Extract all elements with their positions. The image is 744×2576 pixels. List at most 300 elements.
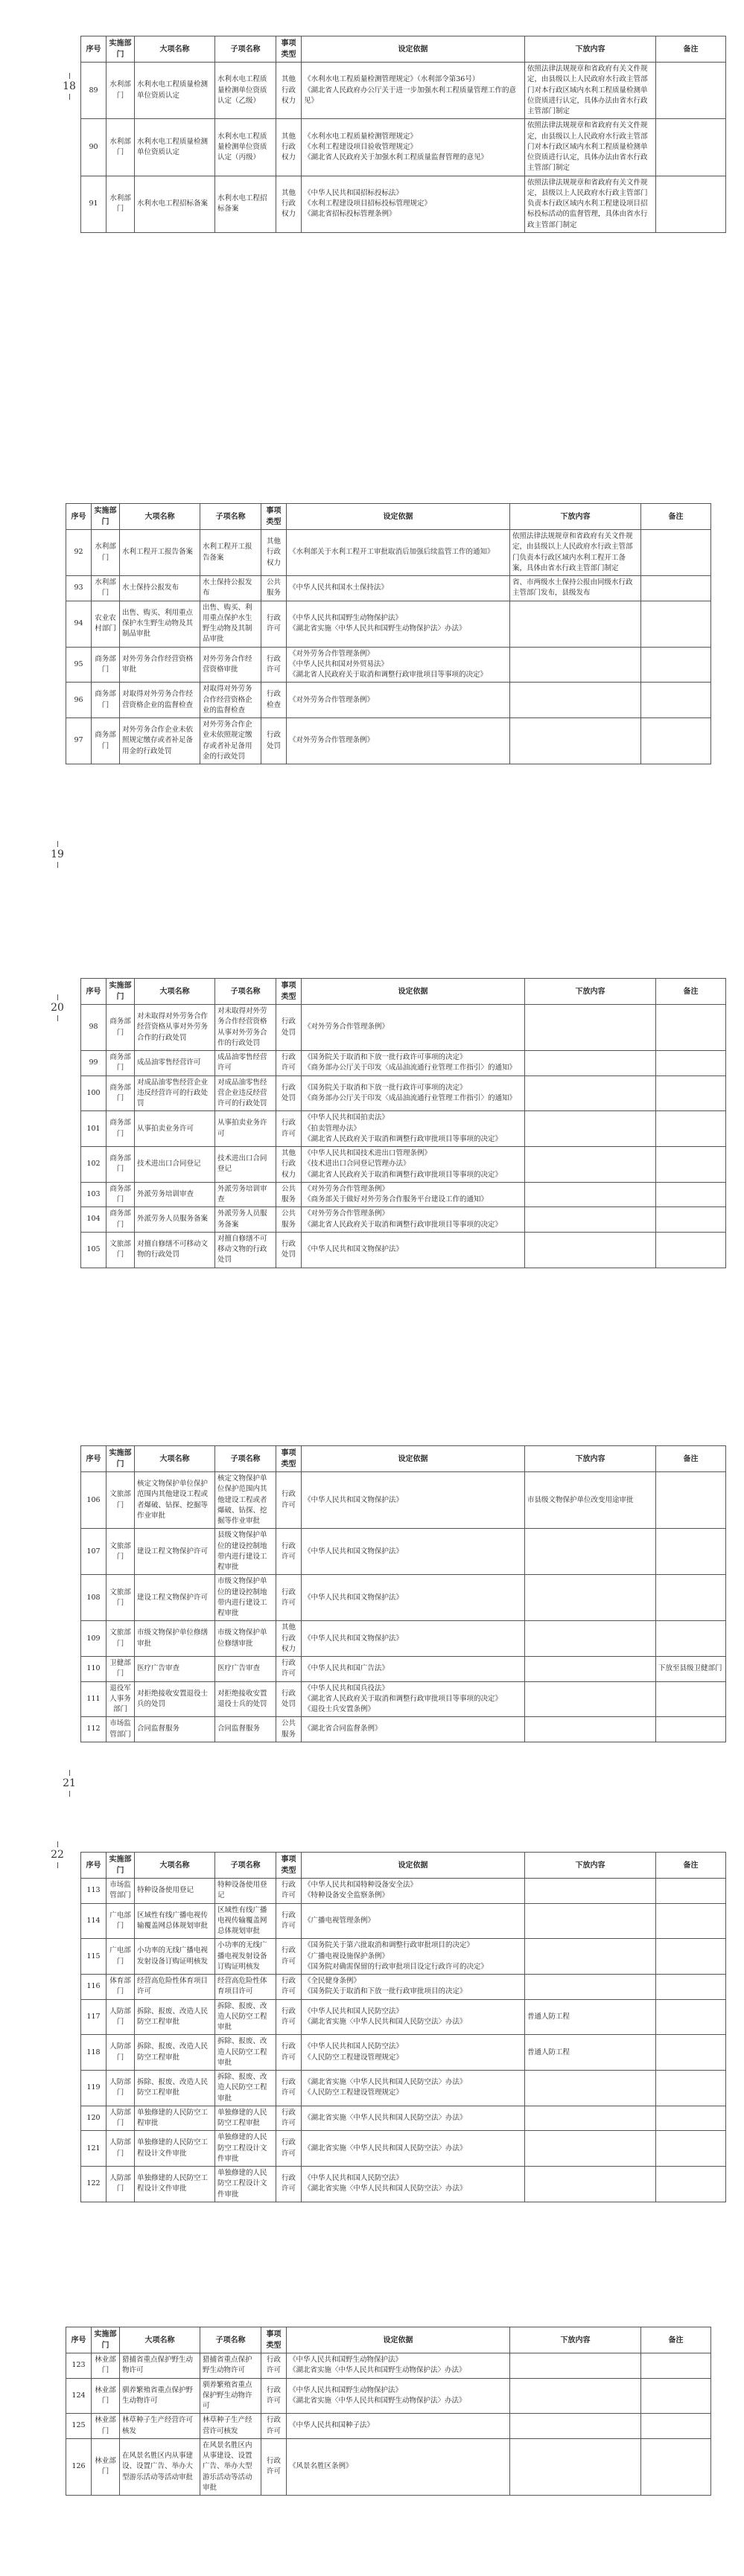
cell-note xyxy=(656,1005,726,1051)
table-row xyxy=(66,530,711,576)
cell-sub-item: 拆除、报废、改造人民防空工程审批 xyxy=(215,2071,276,2106)
cell-major-item: 单独修建的人民防空工程审批 xyxy=(135,2106,215,2131)
cell-item-type: 行政处罚 xyxy=(276,1232,302,1268)
cell-item-type: 其他行政权力 xyxy=(276,176,302,232)
cell-sub-item: 水利工程开工报告备案 xyxy=(200,530,261,576)
cell-dept: 文旅部门 xyxy=(106,1575,135,1621)
cell-major-item: 拆除、报废、改造人民防空工程审批 xyxy=(135,1999,215,2035)
cell-major-item: 水利水电工程招标备案 xyxy=(135,176,215,232)
cell-item-type: 行政检查 xyxy=(261,683,287,718)
cell-major-item: 小功率的无线广播电视发射设备订购证明核发 xyxy=(135,1939,215,1975)
basis-line: 《湖北省实施〈中华人民共和国人民防空法〉办法》 xyxy=(304,2113,467,2122)
cell-delegated-content: 依照法律法规规章和省政府有关文件规定，由县级以上人民政府水行政主管部门对本行政区域内水利工程质量检测单位资质进行认定，具体办法由省水行政主管部门制定 xyxy=(525,63,656,119)
cell-dept: 市场监管部门 xyxy=(106,1879,135,1904)
cell-sub-item: 水土保持公报发布 xyxy=(200,576,261,601)
cell-dept: 林业部门 xyxy=(92,2378,120,2414)
cell-major-item: 核定文物保护单位保护范围内其他建设工程或者爆破、钻探、挖掘等作业审批 xyxy=(135,1472,215,1529)
cell-delegated-content xyxy=(525,1681,656,1717)
column-header-basis: 设定依据 xyxy=(302,1853,525,1879)
table-header-row xyxy=(66,504,711,530)
cell-delegated-content xyxy=(510,2438,641,2495)
cell-major-item: 出售、购买、利用重点保护水生野生动物及其制品审批 xyxy=(120,601,200,647)
column-header-major-item: 大项名称 xyxy=(120,2327,200,2353)
cell-delegated-content xyxy=(510,2414,641,2439)
cell-major-item: 驯养繁殖省重点保护野生动物许可 xyxy=(120,2378,200,2414)
column-header-sub-item: 子项名称 xyxy=(215,979,276,1005)
cell-index: 105 xyxy=(81,1232,106,1268)
table-row xyxy=(81,2131,726,2167)
cell-index: 89 xyxy=(81,63,106,119)
basis-line: 《商务部办公厅关于印发〈成品油流通行业管理工作指引〉的通知》 xyxy=(304,1093,517,1102)
cell-basis xyxy=(302,2035,525,2071)
cell-note xyxy=(656,1999,726,2035)
column-header-dept: 实施部门 xyxy=(106,36,135,63)
cell-sub-item: 从事拍卖业务许可 xyxy=(215,1111,276,1147)
cell-note xyxy=(656,1207,726,1233)
cell-note xyxy=(656,1076,726,1111)
cell-basis xyxy=(302,1999,525,2035)
cell-dept: 人防部门 xyxy=(106,2035,135,2071)
page-number: 21 xyxy=(63,1768,76,1798)
column-header-dept: 实施部门 xyxy=(106,979,135,1005)
cell-basis xyxy=(302,1717,525,1742)
cell-index: 95 xyxy=(66,647,92,683)
cell-sub-item: 成品油零售经营许可 xyxy=(215,1051,276,1076)
column-header-major-item: 大项名称 xyxy=(135,36,215,63)
basis-line: 《中华人民共和国野生动物保护法》 xyxy=(289,2385,403,2394)
item-table-3 xyxy=(80,978,726,1268)
cell-basis xyxy=(287,683,510,718)
cell-basis xyxy=(302,1147,525,1183)
basis-line: 《水利工程建设项目验收管理规定》 xyxy=(304,142,418,151)
cell-dept: 商务部门 xyxy=(92,683,120,718)
cell-sub-item: 技术进出口合同登记 xyxy=(215,1147,276,1183)
cell-basis xyxy=(287,2414,510,2439)
cell-index: 126 xyxy=(66,2438,92,2495)
table-row xyxy=(66,2438,711,2495)
cell-note xyxy=(641,647,711,683)
cell-basis xyxy=(302,176,525,232)
cell-dept: 人防部门 xyxy=(106,2106,135,2131)
basis-line: 《国务院关于取消和下放一批行政审批项目的决定》 xyxy=(304,1987,467,1996)
basis-line: 《中华人民共和国人民防空法》 xyxy=(304,2042,404,2051)
cell-item-type: 行政许可 xyxy=(261,647,287,683)
cell-sub-item: 市级文物保护单位修缮审批 xyxy=(215,1621,276,1657)
basis-line: 《水利部关于水利工程开工审批取消后加强后续监管工作的通知》 xyxy=(289,548,495,557)
cell-dept: 水利部门 xyxy=(106,119,135,176)
column-header-delegated-content: 下放内容 xyxy=(525,36,656,63)
cell-item-type: 其他行政权力 xyxy=(261,530,287,576)
column-header-sub-item: 子项名称 xyxy=(215,1853,276,1879)
cell-delegated-content xyxy=(525,1975,656,2000)
cell-dept: 商务部门 xyxy=(106,1076,135,1111)
column-header-delegated-content: 下放内容 xyxy=(510,504,641,530)
cell-note xyxy=(641,2378,711,2414)
cell-basis xyxy=(302,1076,525,1111)
cell-sub-item: 单独修建的人民防空工程审批 xyxy=(215,2106,276,2131)
page-number: 20 xyxy=(51,993,64,1023)
basis-line: 《商务部办公厅关于印发〈成品油流通行业管理工作指引〉的通知》 xyxy=(304,1064,517,1073)
basis-line: 《风景名胜区条例》 xyxy=(289,2462,353,2471)
basis-line: 《中华人民共和国文物保护法》 xyxy=(304,1634,404,1643)
cell-delegated-content xyxy=(525,1879,656,1904)
basis-line: 《湖北省合同监督条例》 xyxy=(304,1725,382,1733)
table-row xyxy=(81,1575,726,1621)
table-row xyxy=(81,1005,726,1051)
cell-delegated-content xyxy=(510,2378,641,2414)
column-header-index: 序号 xyxy=(66,2327,92,2353)
table-row xyxy=(81,2035,726,2071)
cell-index: 122 xyxy=(81,2167,106,2202)
cell-major-item: 水土保持公报发布 xyxy=(120,576,200,601)
cell-note xyxy=(656,1879,726,1904)
cell-dept: 卫健部门 xyxy=(106,1657,135,1682)
cell-delegated-content xyxy=(525,1657,656,1682)
table-header-row xyxy=(81,36,726,63)
cell-item-type: 行政许可 xyxy=(276,1111,302,1147)
cell-index: 124 xyxy=(66,2378,92,2414)
table-row xyxy=(81,1182,726,1207)
cell-major-item: 对外劳务合作企业未依照规定缴存或者补足备用金的行政处罚 xyxy=(120,718,200,764)
cell-basis xyxy=(302,2106,525,2131)
column-header-major-item: 大项名称 xyxy=(135,979,215,1005)
table-row xyxy=(81,1999,726,2035)
cell-note xyxy=(656,1717,726,1742)
cell-note xyxy=(656,2071,726,2106)
cell-index: 115 xyxy=(81,1939,106,1975)
basis-line: 《退役士兵安置条例》 xyxy=(304,1705,375,1713)
cell-index: 110 xyxy=(81,1657,106,1682)
table-row xyxy=(66,718,711,764)
column-header-major-item: 大项名称 xyxy=(120,504,200,530)
column-header-index: 序号 xyxy=(81,1446,106,1472)
cell-major-item: 单独修建的人民防空工程设计文件审批 xyxy=(135,2167,215,2202)
cell-major-item: 建设工程文物保护许可 xyxy=(135,1529,215,1575)
item-table-5 xyxy=(80,1852,726,2202)
column-header-sub-item: 子项名称 xyxy=(215,36,276,63)
cell-index: 97 xyxy=(66,718,92,764)
cell-basis xyxy=(287,2378,510,2414)
cell-sub-item: 水利水电工程质量检测单位资质认定（乙级） xyxy=(215,63,276,119)
basis-line: 《中华人民共和国人民防空法》 xyxy=(304,2007,404,2016)
cell-item-type: 行政许可 xyxy=(276,1879,302,1904)
cell-item-type: 公共服务 xyxy=(276,1207,302,1233)
basis-line: 《湖北省实施〈中华人民共和国野生动物保护法〉办法》 xyxy=(289,624,466,633)
cell-item-type: 行政许可 xyxy=(276,1939,302,1975)
table-row xyxy=(81,176,726,232)
cell-basis xyxy=(302,1575,525,1621)
column-header-sub-item: 子项名称 xyxy=(200,504,261,530)
cell-dept: 水利部门 xyxy=(92,530,120,576)
cell-major-item: 拆除、报废、改造人民防空工程审批 xyxy=(135,2035,215,2071)
basis-line: 《湖北省实施〈中华人民共和国人民防空法〉办法》 xyxy=(304,2078,467,2087)
basis-line: 《商务部关于做好对外劳务合作服务平台建设工作的通知》 xyxy=(304,1195,489,1204)
cell-major-item: 林草种子生产经营许可核发 xyxy=(120,2414,200,2439)
table-header-row xyxy=(81,979,726,1005)
cell-index: 91 xyxy=(81,176,106,232)
table-row xyxy=(81,1472,726,1529)
column-header-index: 序号 xyxy=(81,36,106,63)
basis-line: 《中华人民共和国技术进出口管理条例》 xyxy=(304,1149,432,1157)
cell-sub-item: 外派劳务人员服务备案 xyxy=(215,1207,276,1233)
cell-note xyxy=(641,2414,711,2439)
cell-dept: 商务部门 xyxy=(106,1005,135,1051)
cell-major-item: 对外劳务合作经营资格审批 xyxy=(120,647,200,683)
column-header-dept: 实施部门 xyxy=(92,2327,120,2353)
cell-major-item: 医疗广告审查 xyxy=(135,1657,215,1682)
basis-line: 《中华人民共和国文物保护法》 xyxy=(304,1593,404,1602)
column-header-item-type: 事项类型 xyxy=(276,979,302,1005)
cell-index: 107 xyxy=(81,1529,106,1575)
cell-major-item: 对成品油零售经营企业违反经营许可的行政处罚 xyxy=(135,1076,215,1111)
cell-dept: 农业农村部门 xyxy=(92,601,120,647)
cell-dept: 广电部门 xyxy=(106,1939,135,1975)
table-row xyxy=(81,1717,726,1742)
column-header-item-type: 事项类型 xyxy=(276,36,302,63)
cell-item-type: 行政许可 xyxy=(276,2106,302,2131)
column-header-index: 序号 xyxy=(66,504,92,530)
item-table-4 xyxy=(80,1445,726,1742)
basis-line: 《湖北省实施〈中华人民共和国人民防空法〉办法》 xyxy=(304,2017,467,2026)
cell-index: 106 xyxy=(81,1472,106,1529)
basis-line: 《湖北省实施〈中华人民共和国野生动物保护法〉办法》 xyxy=(289,2366,466,2375)
cell-basis xyxy=(287,530,510,576)
basis-line: 《中华人民共和国广告法》 xyxy=(304,1664,390,1673)
cell-sub-item: 对成品油零售经营企业违反经营许可的行政处罚 xyxy=(215,1076,276,1111)
cell-basis xyxy=(302,1051,525,1076)
cell-index: 123 xyxy=(66,2353,92,2379)
cell-dept: 林业部门 xyxy=(92,2414,120,2439)
cell-basis xyxy=(302,2131,525,2167)
column-header-item-type: 事项类型 xyxy=(276,1853,302,1879)
basis-line: 《湖北省人民政府关于取消和调整行政审批项目等事项的决定》 xyxy=(304,1170,503,1179)
cell-sub-item: 拆除、报废、改造人民防空工程审批 xyxy=(215,2035,276,2071)
cell-dept: 商务部门 xyxy=(106,1051,135,1076)
cell-basis xyxy=(287,718,510,764)
column-header-delegated-content: 下放内容 xyxy=(525,1853,656,1879)
cell-sub-item: 市级文物保护单位的建设控制地带内进行建设工程审批 xyxy=(215,1575,276,1621)
cell-item-type: 行政许可 xyxy=(261,2414,287,2439)
cell-dept: 林业部门 xyxy=(92,2353,120,2379)
cell-delegated-content xyxy=(525,1111,656,1147)
cell-basis xyxy=(302,2167,525,2202)
cell-item-type: 行政处罚 xyxy=(276,1005,302,1051)
column-header-major-item: 大项名称 xyxy=(135,1853,215,1879)
cell-basis xyxy=(302,1657,525,1682)
column-header-note: 备注 xyxy=(656,1853,726,1879)
cell-item-type: 公共服务 xyxy=(276,1182,302,1207)
cell-note xyxy=(641,576,711,601)
cell-dept: 林业部门 xyxy=(92,2438,120,2495)
cell-basis xyxy=(302,1005,525,1051)
cell-basis xyxy=(287,647,510,683)
cell-note xyxy=(656,1111,726,1147)
cell-item-type: 其他行政权力 xyxy=(276,119,302,176)
cell-index: 94 xyxy=(66,601,92,647)
cell-dept: 广电部门 xyxy=(106,1903,135,1939)
column-header-note: 备注 xyxy=(641,504,711,530)
cell-basis xyxy=(302,1182,525,1207)
cell-index: 116 xyxy=(81,1975,106,2000)
basis-line: 《中华人民共和国对外贸易法》 xyxy=(289,659,389,668)
cell-item-type: 公共服务 xyxy=(261,576,287,601)
cell-index: 118 xyxy=(81,2035,106,2071)
cell-sub-item: 经营高危险性体育项目许可 xyxy=(215,1975,276,2000)
cell-delegated-content xyxy=(525,1147,656,1183)
cell-dept: 商务部门 xyxy=(92,718,120,764)
cell-item-type: 行政许可 xyxy=(276,1051,302,1076)
cell-item-type: 行政许可 xyxy=(276,2167,302,2202)
cell-major-item: 外派劳务培训审查 xyxy=(135,1182,215,1207)
cell-index: 104 xyxy=(81,1207,106,1233)
cell-index: 93 xyxy=(66,576,92,601)
basis-line: 《水利水电工程质量检测管理规定》 xyxy=(304,132,418,141)
table-row xyxy=(81,1207,726,1233)
cell-dept: 商务部门 xyxy=(92,647,120,683)
cell-index: 90 xyxy=(81,119,106,176)
cell-dept: 人防部门 xyxy=(106,1999,135,2035)
cell-item-type: 行政许可 xyxy=(261,2378,287,2414)
cell-dept: 商务部门 xyxy=(106,1207,135,1233)
cell-note xyxy=(656,2106,726,2131)
column-header-delegated-content: 下放内容 xyxy=(510,2327,641,2353)
cell-sub-item: 外派劳务培训审查 xyxy=(215,1182,276,1207)
cell-major-item: 水利水电工程质量检测单位资质认定 xyxy=(135,63,215,119)
basis-line: 《国务院关于第六批取消和调整行政审批项目的决定》 xyxy=(304,1941,474,1950)
cell-major-item: 水利工程开工报告备案 xyxy=(120,530,200,576)
cell-basis xyxy=(302,1903,525,1939)
cell-dept: 文旅部门 xyxy=(106,1472,135,1529)
table-row xyxy=(81,1111,726,1147)
cell-major-item: 经营高危险性体育项目许可 xyxy=(135,1975,215,2000)
cell-delegated-content: 依照法律法规规章和省政府有关文件规定，由县级以上人民政府水行政主管部门对本行政区域内水利工程质量检测单位资质进行认定，具体办法由省水行政主管部门制定 xyxy=(525,119,656,176)
table-row xyxy=(81,2167,726,2202)
column-header-note: 备注 xyxy=(656,1446,726,1472)
cell-delegated-content xyxy=(510,683,641,718)
cell-item-type: 行政许可 xyxy=(276,2071,302,2106)
basis-line: 《对外劳务合作管理条例》 xyxy=(304,1023,390,1032)
cell-note xyxy=(656,1621,726,1657)
cell-delegated-content xyxy=(525,2131,656,2167)
cell-sub-item: 对外劳务合作企业未依照规定缴存或者补足备用金的行政处罚 xyxy=(200,718,261,764)
cell-sub-item: 拆除、报废、改造人民防空工程审批 xyxy=(215,1999,276,2035)
cell-note xyxy=(641,2438,711,2495)
cell-note xyxy=(656,63,726,119)
cell-item-type: 行政许可 xyxy=(276,1575,302,1621)
table-header-row xyxy=(66,2327,711,2353)
column-header-sub-item: 子项名称 xyxy=(215,1446,276,1472)
table-row xyxy=(66,601,711,647)
cell-sub-item: 驯养繁殖省重点保护野生动物许可 xyxy=(200,2378,261,2414)
cell-item-type: 行政处罚 xyxy=(276,1681,302,1717)
basis-line: 《湖北省人民政府关于加强水利工程质量监督管理的意见》 xyxy=(304,153,489,162)
cell-major-item: 对拒绝接收安置退役士兵的处罚 xyxy=(135,1681,215,1717)
cell-index: 108 xyxy=(81,1575,106,1621)
basis-line: 《水利水电工程质量检测管理规定》（水利部令第36号） xyxy=(304,75,480,84)
cell-major-item: 水利水电工程质量检测单位资质认定 xyxy=(135,119,215,176)
cell-item-type: 行政许可 xyxy=(276,1975,302,2000)
cell-basis xyxy=(302,1681,525,1717)
cell-delegated-content xyxy=(525,1076,656,1111)
table-row xyxy=(81,1147,726,1183)
cell-delegated-content xyxy=(525,1575,656,1621)
cell-sub-item: 对未取得对外劳务合作经营资格从事对外劳务合作的行政处罚 xyxy=(215,1005,276,1051)
cell-sub-item: 区域性有线广播电视传输覆盖网总体规划审批 xyxy=(215,1903,276,1939)
basis-line: 《拍卖管理办法》 xyxy=(304,1124,361,1133)
cell-dept: 商务部门 xyxy=(106,1182,135,1207)
cell-delegated-content xyxy=(525,1717,656,1742)
cell-item-type: 行政许可 xyxy=(261,601,287,647)
cell-dept: 文旅部门 xyxy=(106,1232,135,1268)
column-header-dept: 实施部门 xyxy=(92,504,120,530)
table-row xyxy=(81,1879,726,1904)
cell-basis xyxy=(287,2438,510,2495)
cell-delegated-content xyxy=(510,2353,641,2379)
cell-note xyxy=(641,683,711,718)
page-number: 19 xyxy=(51,840,64,869)
cell-note xyxy=(656,2167,726,2202)
basis-line: 《湖北省实施〈中华人民共和国人民防空法〉办法》 xyxy=(304,2144,467,2152)
cell-major-item: 区域性有线广播电视传输覆盖网总体规划审批 xyxy=(135,1903,215,1939)
table-header-row xyxy=(81,1853,726,1879)
column-header-item-type: 事项类型 xyxy=(276,1446,302,1472)
cell-dept: 商务部门 xyxy=(106,1147,135,1183)
table-row xyxy=(81,1076,726,1111)
cell-dept: 体育部门 xyxy=(106,1975,135,2000)
cell-delegated-content xyxy=(510,718,641,764)
table-row xyxy=(66,2353,711,2379)
column-header-note: 备注 xyxy=(656,979,726,1005)
cell-sub-item: 在风景名胜区内从事建设、设置广告、举办大型游乐活动等活动审批 xyxy=(200,2438,261,2495)
cell-basis xyxy=(302,1975,525,2000)
cell-index: 125 xyxy=(66,2414,92,2439)
cell-note xyxy=(656,119,726,176)
cell-note xyxy=(641,530,711,576)
cell-basis xyxy=(287,576,510,601)
cell-delegated-content xyxy=(525,1939,656,1975)
cell-delegated-content xyxy=(525,1051,656,1076)
cell-sub-item: 林草种子生产经营许可核发 xyxy=(200,2414,261,2439)
cell-dept: 水利部门 xyxy=(92,576,120,601)
cell-sub-item: 对取得对外劳务合作经营资格企业的监督检查 xyxy=(200,683,261,718)
column-header-item-type: 事项类型 xyxy=(261,504,287,530)
cell-basis xyxy=(302,1472,525,1529)
column-header-delegated-content: 下放内容 xyxy=(525,1446,656,1472)
cell-index: 120 xyxy=(81,2106,106,2131)
table-row xyxy=(81,119,726,176)
cell-item-type: 其他行政权力 xyxy=(276,1147,302,1183)
cell-delegated-content xyxy=(510,601,641,647)
table-row xyxy=(81,1939,726,1975)
cell-item-type: 行政许可 xyxy=(276,1472,302,1529)
column-header-basis: 设定依据 xyxy=(302,979,525,1005)
cell-basis xyxy=(287,2353,510,2379)
cell-delegated-content xyxy=(525,1529,656,1575)
cell-basis xyxy=(302,1207,525,1233)
basis-line: 《对外劳务合作管理条例》 xyxy=(289,695,375,704)
cell-basis xyxy=(302,1529,525,1575)
cell-index: 99 xyxy=(81,1051,106,1076)
basis-line: 《国务院对确需保留的行政审批项目设定行政许可的决定》 xyxy=(304,1962,489,1971)
cell-basis xyxy=(302,1232,525,1268)
cell-index: 96 xyxy=(66,683,92,718)
basis-line: 《中华人民共和国人民防空法》 xyxy=(304,2174,404,2183)
cell-sub-item: 出售、购买、利用重点保护水生野生动物及其制品审批 xyxy=(200,601,261,647)
cell-index: 117 xyxy=(81,1999,106,2035)
table-row xyxy=(81,63,726,119)
cell-sub-item: 对拒绝接收安置退役士兵的处罚 xyxy=(215,1681,276,1717)
basis-line: 《中华人民共和国文物保护法》 xyxy=(304,1547,404,1556)
